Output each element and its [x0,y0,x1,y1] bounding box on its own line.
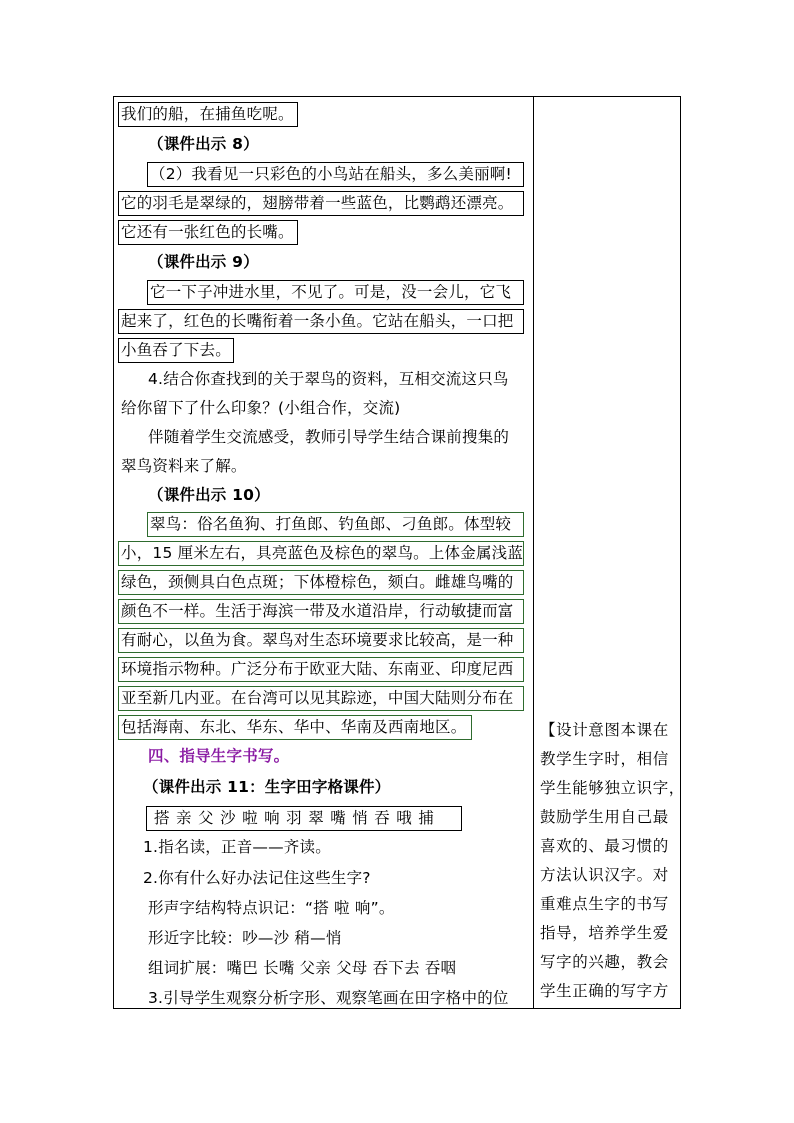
text-line: 绿色，颈侧具白色点斑；下体橙棕色，颏白。雌雄鸟嘴的 [121,573,514,591]
text-line: 翠鸟资料来了解。 [121,457,247,475]
text-line: 起来了，红色的长嘴衔着一条小鱼。它站在船头，一口把 [121,312,514,330]
text-line: （2）我看见一只彩色的小鸟站在船头，多么美丽啊! [150,165,512,183]
text-line: 小鱼吞了下去。 [121,341,231,359]
text-line: 1.指名读，正音——齐读。 [143,838,331,856]
courseware-label-11: （课件出示 11：生字田字格课件） [143,778,391,796]
text-line: 翠鸟：俗名鱼狗、打鱼郎、钓鱼郎、刁鱼郎。体型较 [150,515,512,533]
design-note-line: 【设计意图本课在 [540,721,669,739]
text-line: 形近字比较：吵—沙 稍—悄 [148,929,342,947]
text-line: 伴随着学生交流感受，教师引导学生结合课前搜集的 [148,428,510,446]
design-note-line: 喜欢的、最习惯的 [540,837,669,855]
design-note-line: 方法认识汉字。对 [540,866,669,884]
column-divider [533,97,534,1008]
courseware-label-10: （课件出示 10） [148,486,270,504]
question-4: 4.结合你查找到的关于翠鸟的资料，互相交流这只鸟 [148,370,509,388]
text-line: 有耐心，以鱼为食。翠鸟对生态环境要求比较高，是一种 [121,631,514,649]
design-note-line: 指导，培养学生爱 [540,924,669,942]
design-note-line: 重难点生字的书写 [540,895,669,913]
text-line: 2.你有什么好办法记住这些生字? [143,869,371,887]
text-line: 它的羽毛是翠绿的，翅膀带着一些蓝色，比鹦鹉还漂亮。 [121,194,514,212]
design-note-line: 鼓励学生用自己最 [540,808,669,826]
section-heading-4: 四、指导生字书写。 [148,747,290,765]
text-line: 它还有一张红色的长嘴。 [121,223,294,241]
text-line: 环境指示物种。广泛分布于欧亚大陆、东南亚、印度尼西 [121,660,514,678]
text-line: 形声字结构特点识记：“搭 啦 响”。 [148,899,395,917]
text-line: 小，15 厘米左右，具亮蓝色及棕色的翠鸟。上体金属浅蓝 [121,544,524,562]
design-note-line: 写字的兴趣，教会 [540,953,669,971]
design-note-line: 学生正确的写字方 [540,982,669,1000]
text-line: 亚至新几内亚。在台湾可以见其踪迹，中国大陆则分布在 [121,689,514,707]
new-characters: 搭 亲 父 沙 啦 响 羽 翠 嘴 悄 吞 哦 捕 [154,809,435,827]
text-line: 给你留下了什么印象？(小组合作，交流) [121,399,401,417]
text-line: 颜色不一样。生活于海滨一带及水道沿岸，行动敏捷而富 [121,602,514,620]
design-note-line: 教学生字时，相信 [540,750,669,768]
text-line: 包括海南、东北、华东、华中、华南及西南地区。 [121,718,467,736]
courseware-label-9: （课件出示 9） [148,253,259,271]
text-line: 3.引导学生观察分析字形、观察笔画在田字格中的位 [148,989,509,1007]
text-line: 我们的船，在捕鱼吃呢。 [121,105,294,123]
text-line: 组词扩展：嘴巴 长嘴 父亲 父母 吞下去 吞咽 [148,959,457,977]
design-note-line: 学生能够独立识字， [540,779,685,797]
text-line: 它一下子冲进水里，不见了。可是，没一会儿，它飞 [150,283,512,301]
courseware-label-8: （课件出示 8） [148,135,259,153]
